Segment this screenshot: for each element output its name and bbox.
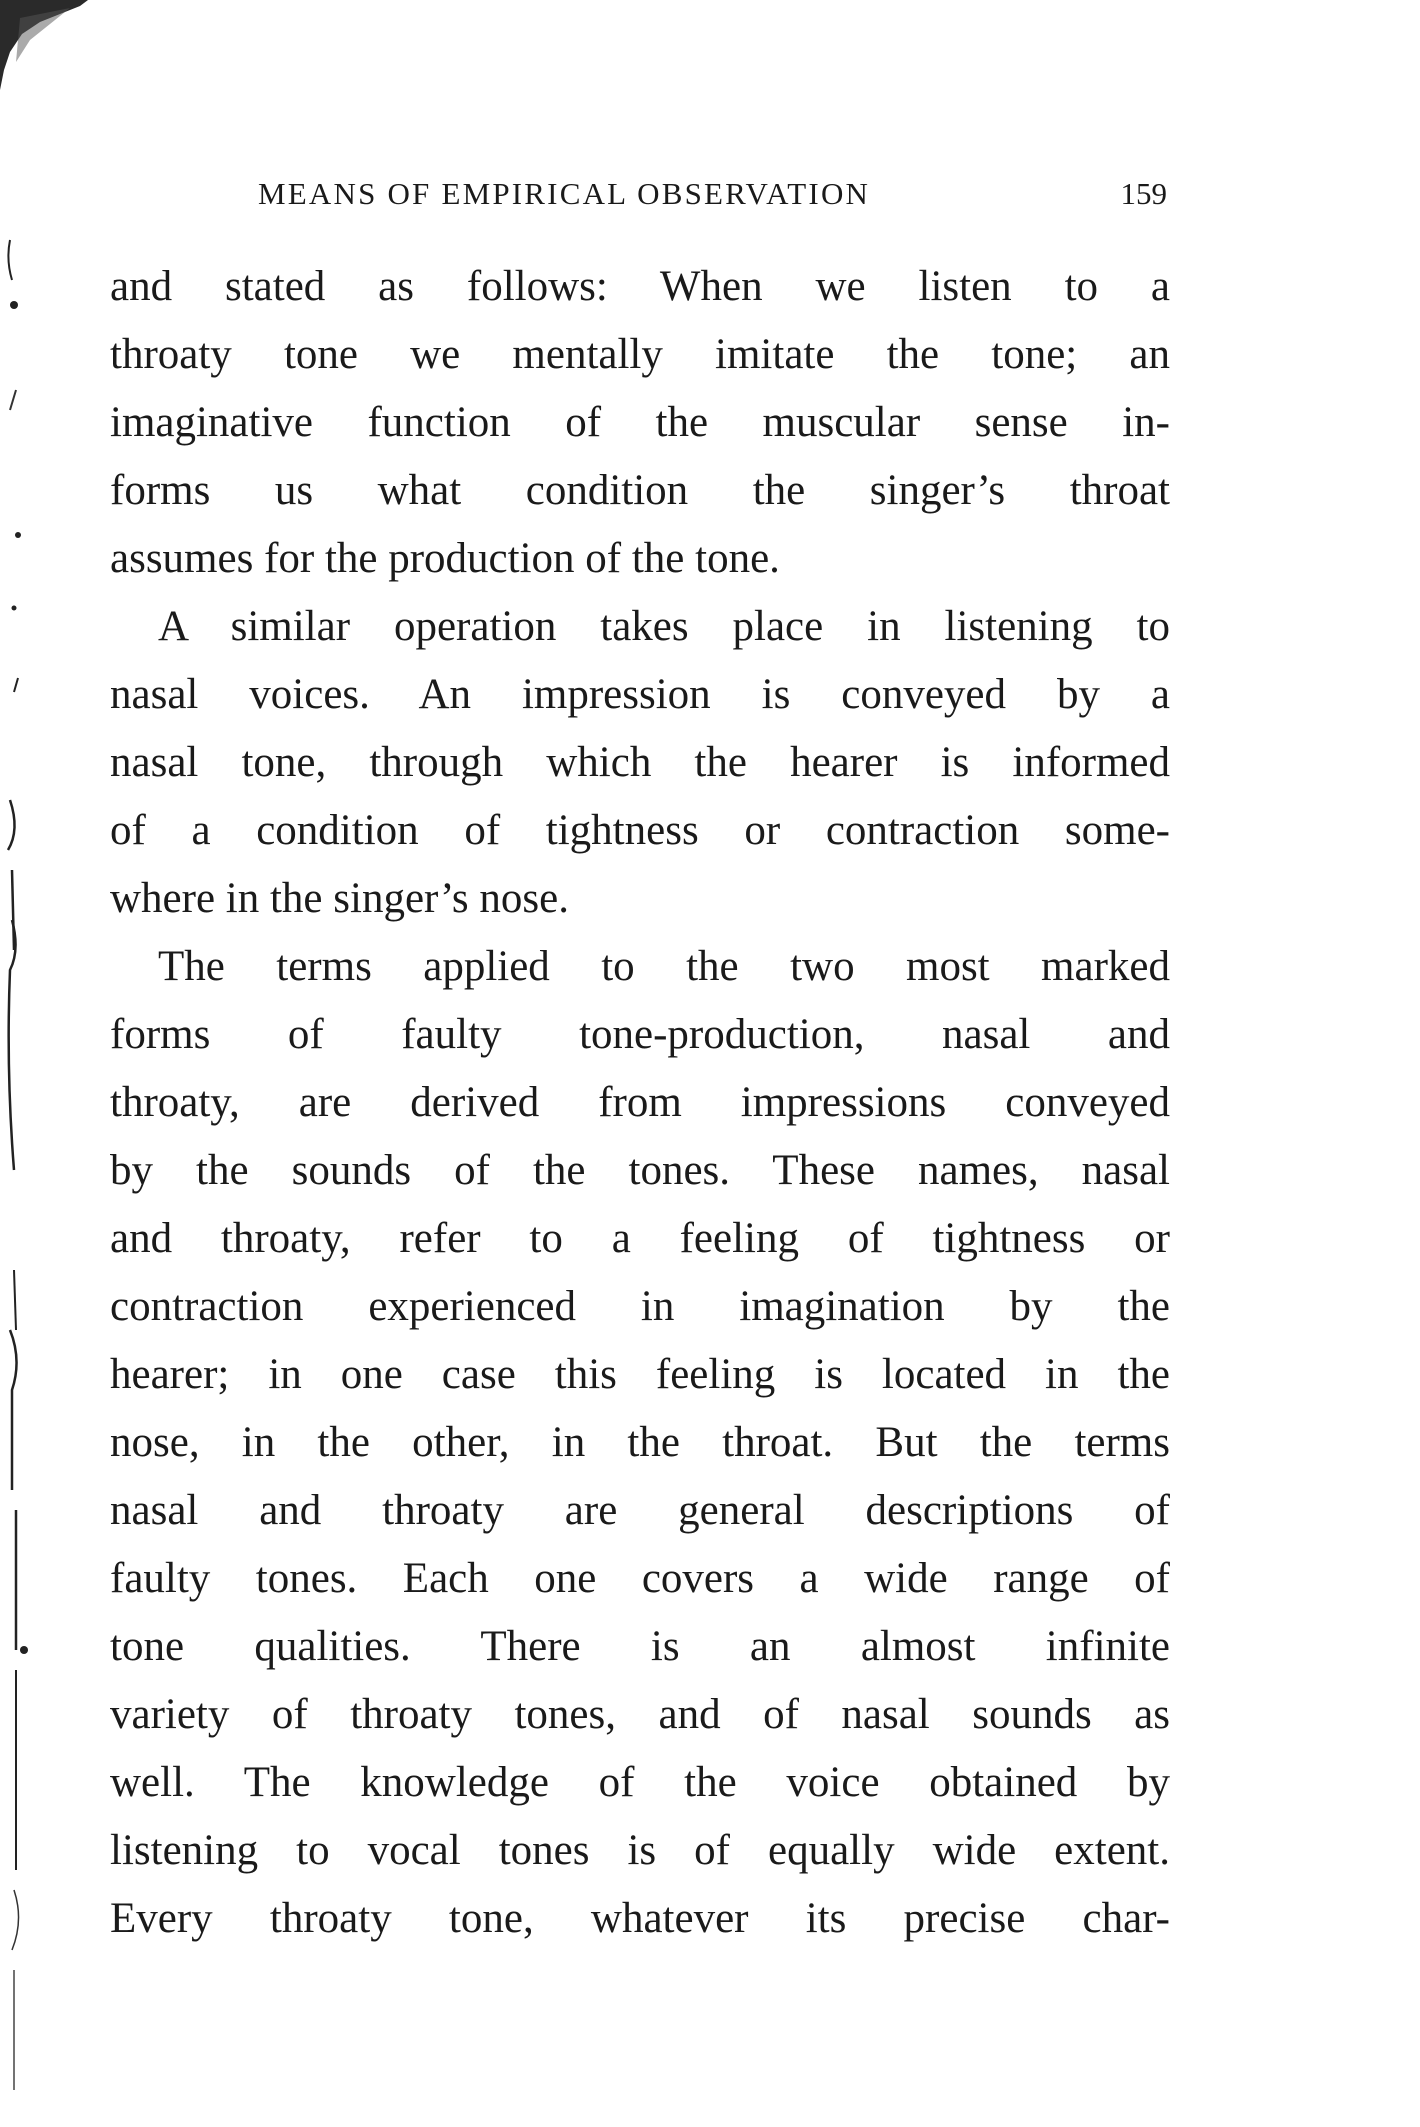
text-line: and stated as follows: When we listen to a	[110, 263, 1170, 310]
text-line: forms us what condition the singer’s throat	[110, 467, 1170, 514]
text-line: throaty tone we mentally imitate the tone; an	[110, 331, 1170, 378]
scan-artifact-corner	[0, 0, 88, 90]
text-line: nasal tone, through which the hearer is informed	[110, 739, 1170, 786]
text-line: hearer; in one case this feeling is located in the	[110, 1351, 1170, 1398]
text-line: nasal and throaty are general descriptions of	[110, 1487, 1170, 1534]
text-line: The terms applied to the two most marked	[158, 943, 1170, 990]
text-line: throaty, are derived from impressions conveyed	[110, 1079, 1170, 1126]
text-line: variety of throaty tones, and of nasal sounds as	[110, 1691, 1170, 1738]
text-line: listening to vocal tones is of equally wide extent.	[110, 1827, 1170, 1874]
running-title: MEANS OF EMPIRICAL OBSERVATION	[258, 176, 871, 211]
page-number: 159	[1120, 176, 1167, 211]
text-line: nose, in the other, in the throat. But the terms	[110, 1419, 1170, 1466]
text-line: of a condition of tightness or contraction some-	[110, 807, 1170, 854]
text-line: tone qualities. There is an almost infinite	[110, 1623, 1170, 1670]
text-line: contraction experienced in imagination by the	[110, 1283, 1170, 1330]
text-line: assumes for the production of the tone.	[110, 535, 780, 582]
text-line: faulty tones. Each one covers a wide range of	[110, 1555, 1170, 1602]
text-line: and throaty, refer to a feeling of tightness or	[110, 1215, 1170, 1262]
body-text	[110, 253, 1170, 1953]
text-line: Every throaty tone, whatever its precise char-	[110, 1895, 1170, 1942]
text-line: nasal voices. An impression is conveyed by a	[110, 671, 1170, 718]
scan-artifact-gutter	[0, 230, 60, 2110]
text-line: by the sounds of the tones. These names, nasal	[110, 1147, 1170, 1194]
running-head	[110, 170, 1170, 220]
text-line: A similar operation takes place in listening to	[158, 603, 1170, 650]
text-line: where in the singer’s nose.	[110, 875, 569, 922]
text-line: imaginative function of the muscular sense in-	[110, 399, 1170, 446]
text-line: well. The knowledge of the voice obtained by	[110, 1759, 1170, 1806]
text-line: forms of faulty tone-production, nasal and	[110, 1011, 1170, 1058]
